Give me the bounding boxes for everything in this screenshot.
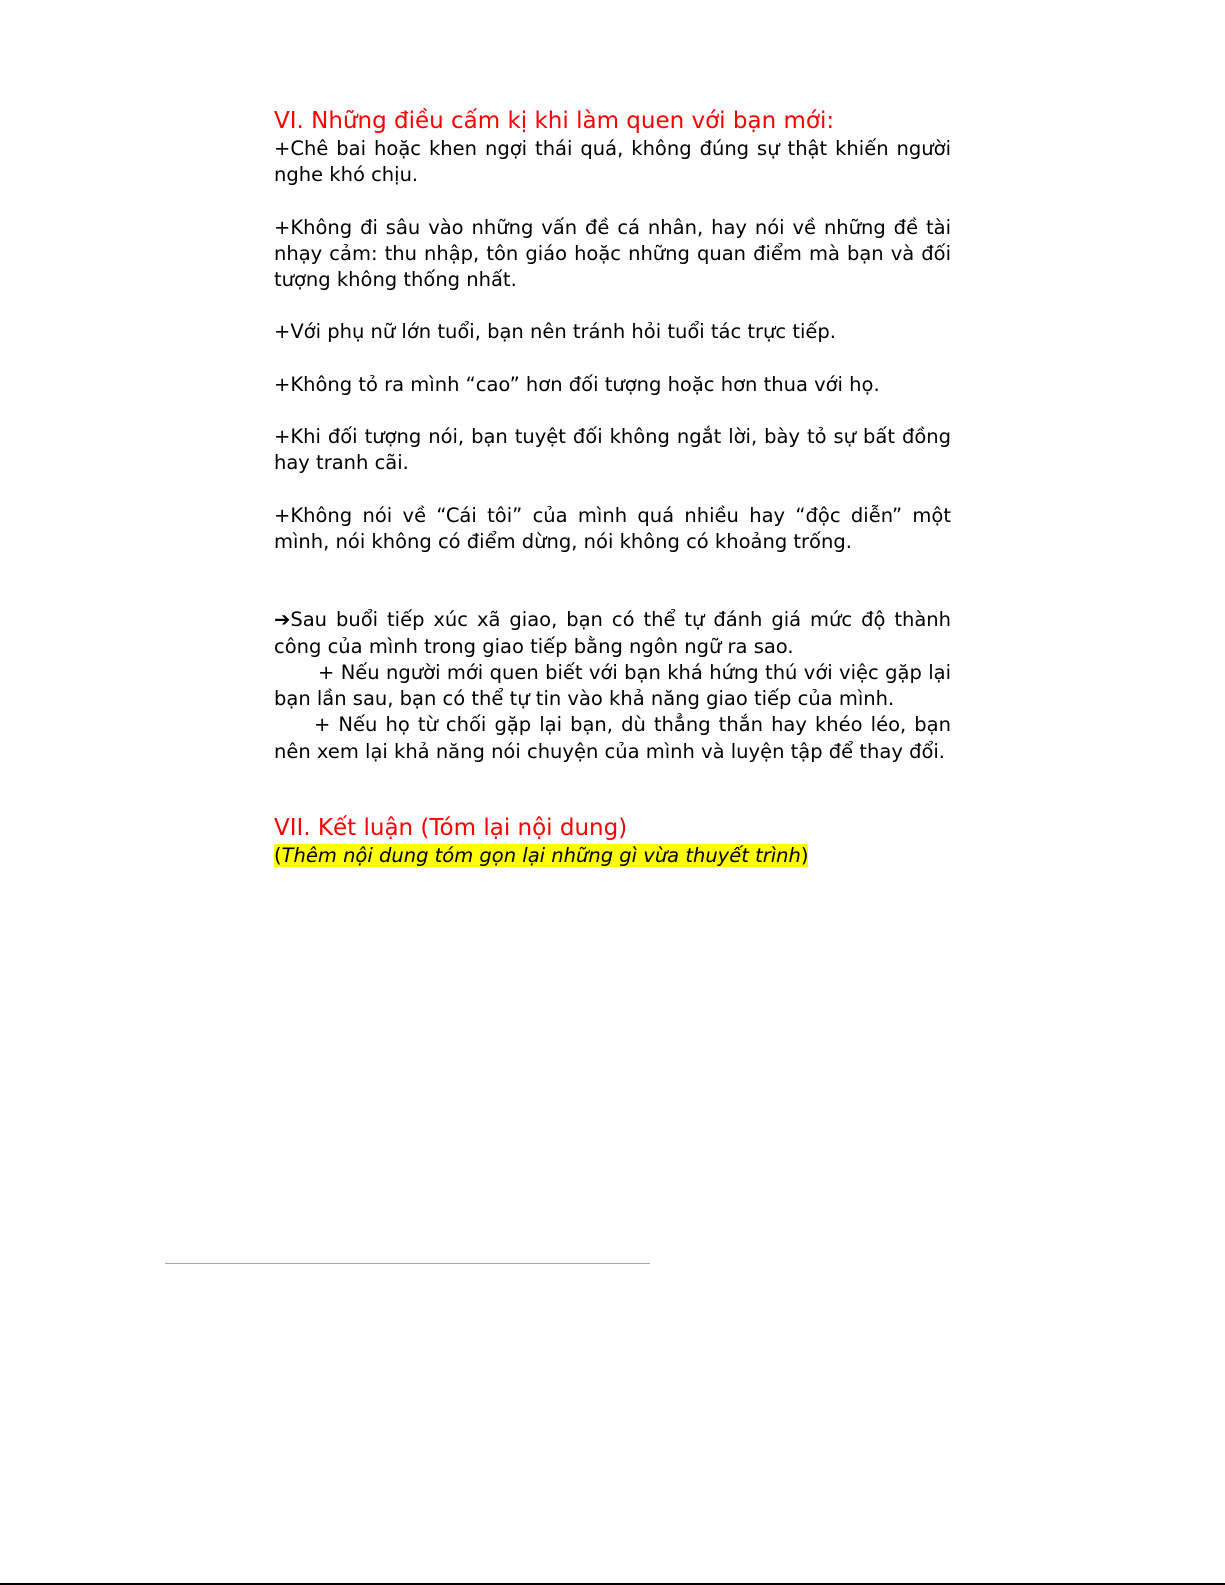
section-6-item-1: +Chê bai hoặc khen ngợi thái quá, không đúng sự thật khiến người nghe khó chịu. bbox=[274, 137, 951, 187]
section-6-heading: VI. Những điều cấm kị khi làm quen với bạn mới: bbox=[274, 108, 835, 134]
section-7-note bbox=[274, 843, 951, 869]
arrow-right-icon: ➔ bbox=[274, 608, 291, 632]
footnote-separator bbox=[165, 1263, 650, 1264]
section-7-note-text: Thêm nội dung tóm gọn lại những gì vừa thuyết trình bbox=[281, 844, 801, 868]
section-7-note-highlight: (Thêm nội dung tóm gọn lại những gì vừa thuyết trình) bbox=[274, 844, 809, 868]
page-content bbox=[274, 106, 951, 869]
section-6-item-2: +Không đi sâu vào những vấn đề cá nhân, hay nói về những đề tài nhạy cảm: thu nhập, tôn giáo hoặc những quan điểm mà bạn và đối tượng không thống nhất. bbox=[274, 215, 951, 292]
evaluation-point-2: + Nếu họ từ chối gặp lại bạn, dù thẳng thắn hay khéo léo, bạn nên xem lại khả năng nói chuyện của mình và luyện tập để thay đổi. bbox=[274, 713, 951, 763]
section-6-item-6: +Không nói về “Cái tôi” của mình quá nhiều hay “độc diễn” một mình, nói không có điểm dừng, nói không có khoảng trống. bbox=[274, 503, 951, 553]
section-6-item-3: +Với phụ nữ lớn tuổi, bạn nên tránh hỏi tuổi tác trực tiếp. bbox=[274, 320, 836, 344]
section-6-item-5: +Khi đối tượng nói, bạn tuyệt đối không ngắt lời, bày tỏ sự bất đồng hay tranh cãi. bbox=[274, 425, 951, 475]
evaluation-intro bbox=[274, 607, 951, 660]
evaluation-point-1: + Nếu người mới quen biết với bạn khá hứng thú với việc gặp lại bạn lần sau, bạn có thể tự tin vào khả năng giao tiếp của mình. bbox=[274, 660, 951, 711]
evaluation-intro-text: Sau buổi tiếp xúc xã giao, bạn có thể tự đánh giá mức độ thành công của mình trong giao tiếp bằng ngôn ngữ ra sao. bbox=[274, 608, 951, 658]
section-7-heading: VII. Kết luận (Tóm lại nội dung) bbox=[274, 815, 628, 842]
section-6-item-4: +Không tỏ ra mình “cao” hơn đối tượng hoặc hơn thua với họ. bbox=[274, 372, 880, 396]
